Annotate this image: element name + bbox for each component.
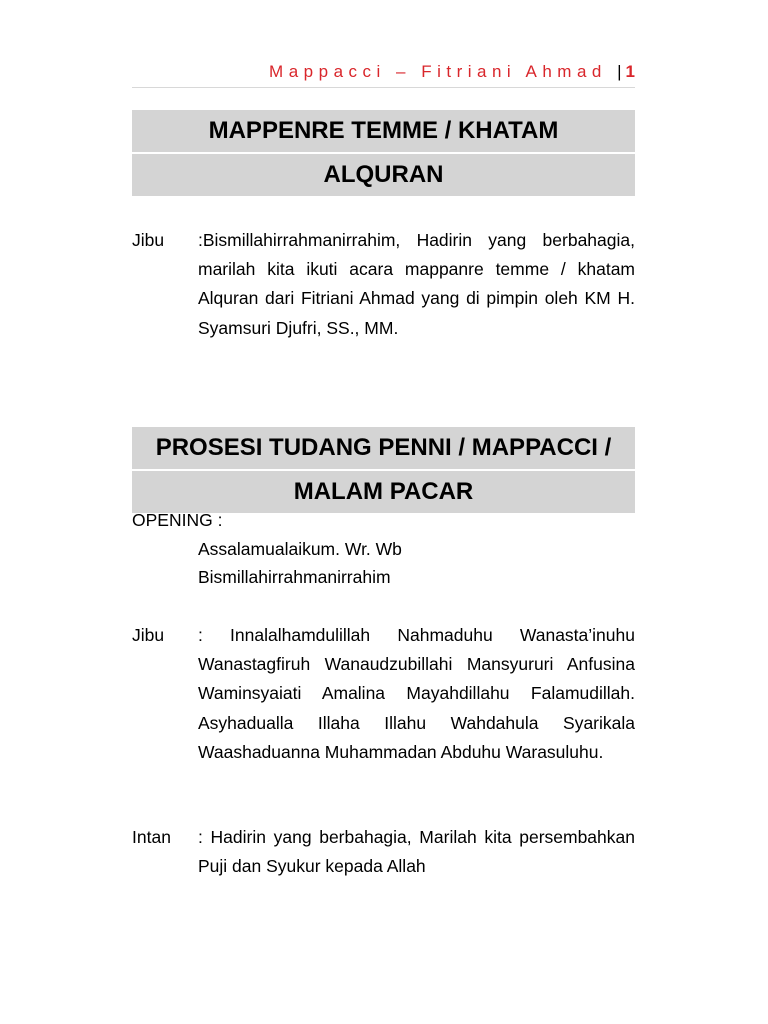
speaker-label: Intan — [132, 827, 171, 847]
opening-greeting: Assalamualaikum. Wr. Wb — [198, 539, 402, 559]
header-divider — [132, 87, 635, 88]
page-number: 1 — [625, 62, 635, 81]
opening-basmala: Bismillahirrahmanirrahim — [198, 567, 391, 587]
page-header — [132, 62, 635, 82]
heading-line-2: ALQURAN — [323, 161, 444, 188]
header-separator: | — [617, 62, 622, 81]
heading-line-2: MALAM PACAR — [293, 478, 474, 505]
section-heading-khatam — [132, 110, 635, 196]
dialogue-text: :Bismillahirrahmanirrahim, Hadirin yang berbahagia, marilah kita ikuti acara mappanre temme / khatam Alquran dari Fitriani Ahmad yang di pimpin oleh KM H. Syamsuri Djufri, SS., MM. — [198, 230, 635, 338]
dialogue-text: : Innalalhamdulillah Nahmaduhu Wanasta’inuhu Wanastagfiruh Wanaudzubillahi Mansyururi Anfusina Waminsyaiati Amalina Mayahdillahu Falamudillah. Asyhadualla Illaha Illahu Wahdahula Syarikala Waashaduanna Muhammadan Abduhu Warasuluhu. — [198, 625, 635, 762]
speaker-label: Jibu — [132, 625, 165, 645]
header-title: Mappacci – Fitriani Ahmad — [269, 62, 607, 81]
section-heading-mappacci — [132, 427, 635, 513]
speaker-label: Jibu — [132, 230, 165, 250]
opening-label: OPENING : — [132, 510, 223, 530]
dialogue-text: : Hadirin yang berbahagia, Marilah kita persembahkan Puji dan Syukur kepada Allah — [198, 827, 635, 877]
heading-line-1: MAPPENRE TEMME / KHATAM — [208, 117, 559, 144]
heading-line-1: PROSESI TUDANG PENNI / MAPPACCI / — [155, 434, 612, 461]
